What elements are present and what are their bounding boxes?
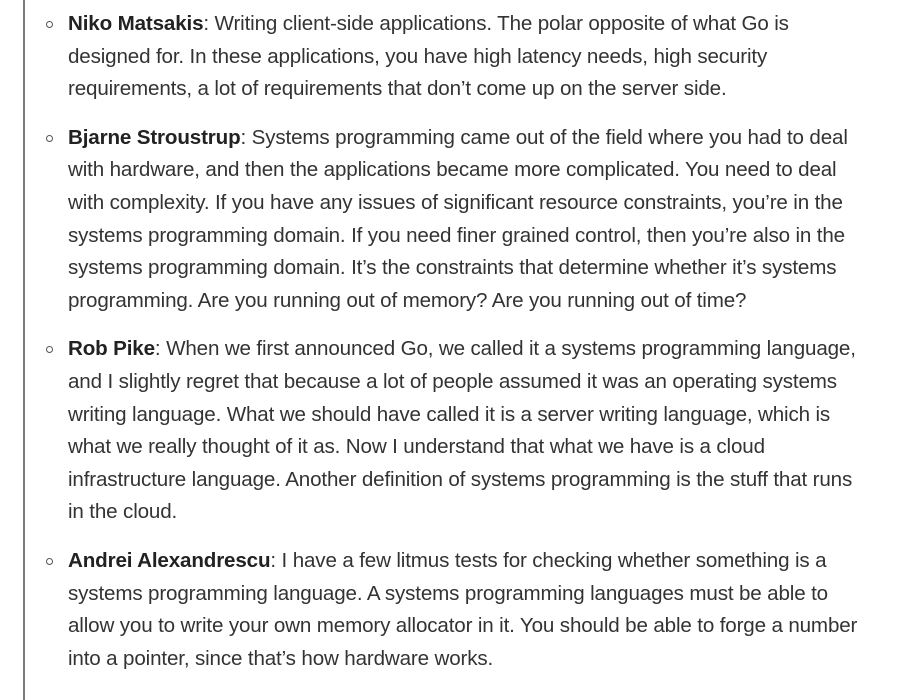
speaker-name: Niko Matsakis bbox=[68, 12, 204, 35]
list-item bbox=[25, 545, 867, 675]
list-item bbox=[25, 8, 867, 106]
hollow-circle-bullet-icon bbox=[46, 21, 53, 28]
hollow-circle-bullet-icon bbox=[46, 135, 53, 142]
quote-text: : Writing client-side applications. The polar opposite of what Go is designed for. In these applications, you have high latency needs, high security requirements, a lot of requirements that don’t come up on the server side. bbox=[68, 12, 789, 101]
list-item bbox=[25, 122, 867, 318]
quote-text: : I have a few litmus tests for checking whether something is a systems programming language. A systems programming languages must be able to allow you to write your own memory allocator in it. You should be able to forge a number into a pointer, since that’s how hardware works. bbox=[68, 548, 858, 670]
quote-text: : Systems programming came out of the field where you had to deal with hardware, and then the applications became more complicated. You need to deal with complexity. If you have any issues of significant resource constraints, you’re in the systems programming domain. If you need finer grained control, then you’re also in the systems programming domain. It’s the constraints that determine whether it’s systems programming. Are you running out of memory? Are you running out of time? bbox=[68, 125, 848, 312]
list-item bbox=[25, 333, 867, 529]
quote-text: : When we first announced Go, we called it a systems programming language, and I slightly regret that because a lot of people assumed it was an operating systems writing language. What we should have called it is a server writing language, which is what we really thought of it as. Now I understand that what we have is a cloud infrastructure language. Another definition of systems programming is the stuff that runs in the cloud. bbox=[68, 337, 856, 524]
speaker-name: Rob Pike bbox=[68, 337, 155, 361]
hollow-circle-bullet-icon bbox=[46, 346, 53, 353]
speaker-name: Andrei Alexandrescu bbox=[68, 548, 271, 572]
quote-list bbox=[25, 0, 907, 675]
blockquote bbox=[23, 0, 907, 700]
speaker-name: Bjarne Stroustrup bbox=[68, 125, 241, 149]
hollow-circle-bullet-icon bbox=[46, 558, 53, 565]
